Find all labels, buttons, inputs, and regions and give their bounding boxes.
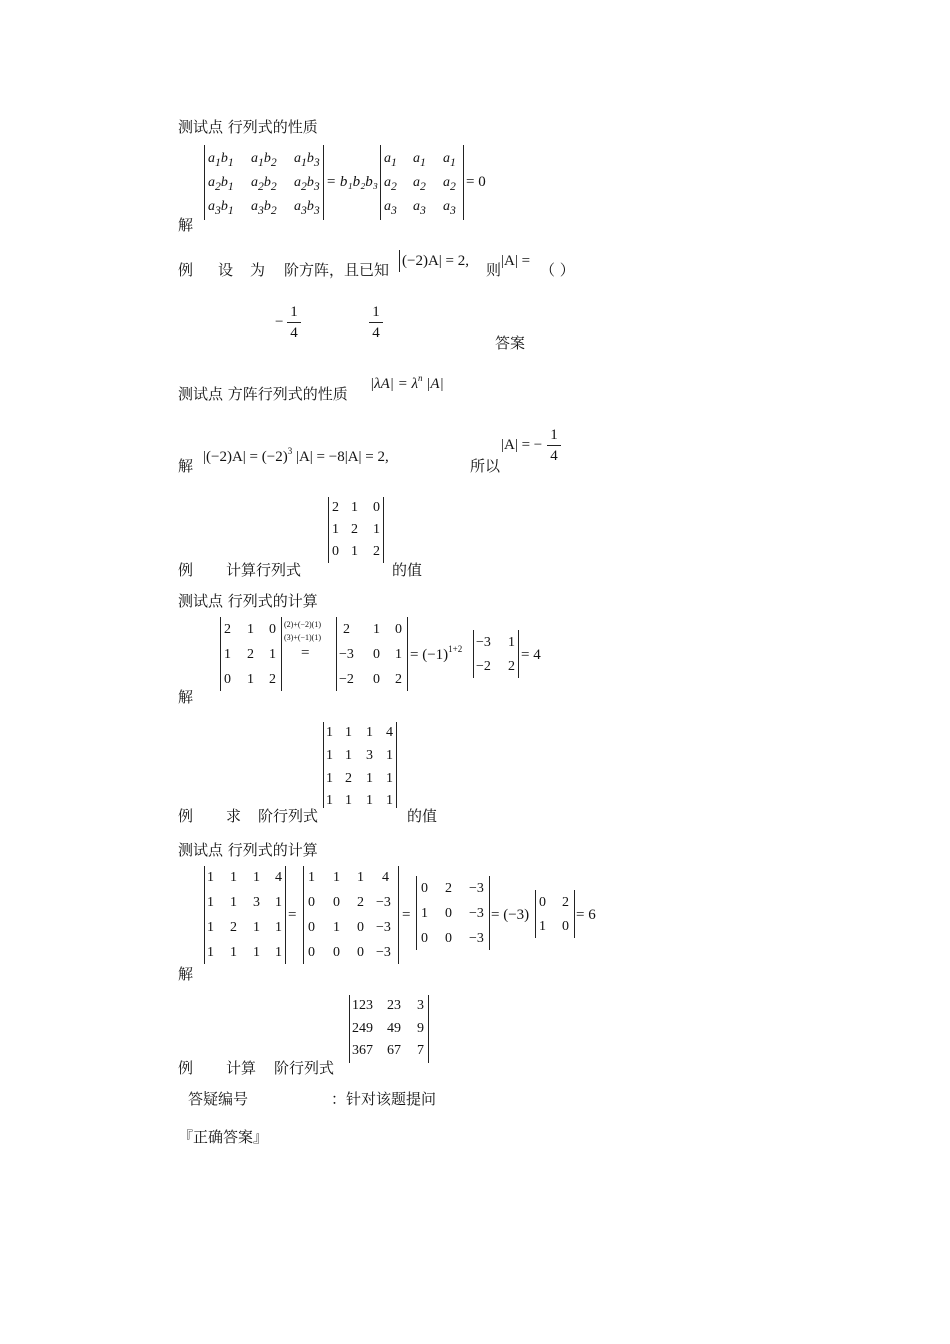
equals-2: =: [402, 907, 411, 923]
example-she: 设: [218, 261, 234, 279]
determinant-sol3-b: 2 1 0 −3 0 1 −2 0 2: [336, 617, 408, 691]
answer-paren: （ ）: [540, 261, 575, 279]
example-condition-text: 阶方阵，且已知: [284, 261, 390, 279]
example-label-3: 例: [178, 561, 194, 579]
solution-label-4: 解: [178, 965, 194, 983]
determinant-ex4: 1 1 1 4 1 1 3 1 1 2 1 1 1 1 1 1: [323, 722, 397, 808]
eq3-end: = 4: [521, 647, 541, 663]
example-wei: 为: [250, 261, 266, 279]
row-ops-bottom: (3)+(−1)(1): [284, 633, 322, 642]
determinant-ex3: 2 1 0 1 2 1 0 1 2: [328, 497, 384, 563]
determinant-sol4-d: 0 2 1 0: [535, 890, 575, 938]
result-formula: |A| = −: [501, 437, 543, 453]
eq1-middle: = b₁b₂b₃: [326, 174, 379, 190]
ask-question-link[interactable]: ：针对该题提问: [331, 1090, 437, 1108]
example-label-4: 例: [178, 807, 194, 825]
solution-formula: $|(-2)A| = (-2)^3$ |A| = −8|A| = 2,: [203, 446, 389, 465]
fraction-quarter: 1 4: [369, 303, 383, 342]
condition-formula: (−2)A| = 2,: [402, 253, 469, 269]
compute-label: 计算: [226, 1059, 257, 1077]
order-determinant-2: 阶行列式: [274, 1059, 335, 1077]
determinant-1-right: $a_1$ $a_1$ $a_1$ $a_2$ $a_2$ $a_2$ $a_3$ $a_3$ $a_3$: [380, 145, 464, 220]
determinant-sol4-a: 1 1 1 4 1 1 3 1 1 2 1 1 1 1 1 1: [204, 866, 286, 964]
test-point-4: 测试点 行列式的计算: [178, 841, 318, 859]
example-label-5: 例: [178, 1059, 194, 1077]
equals-1: =: [288, 907, 297, 923]
eq4-middle: = (−3): [491, 907, 530, 923]
fraction-neg-quarter: 1 4: [287, 303, 301, 342]
value-label-2: 的值: [407, 807, 438, 825]
solution-label-1: 解: [178, 216, 194, 234]
solution-label-3: 解: [178, 688, 194, 706]
abs-bar: [399, 250, 400, 272]
correct-answer-label: 『正确答案』: [178, 1128, 269, 1146]
eq3-middle: = $(-1)^{1+2}$: [410, 644, 463, 663]
eq4-end: = 6: [576, 907, 596, 923]
test-point-1: 测试点 行列式的性质: [178, 118, 318, 136]
test-point-3: 测试点 行列式的计算: [178, 592, 318, 610]
suoyi: 所以: [470, 457, 501, 475]
test-point-2: 测试点 方阵行列式的性质: [178, 385, 348, 403]
compute-determinant: 计算行列式: [226, 561, 302, 579]
question-number-label: 答疑编号: [188, 1090, 249, 1108]
qiu: 求: [226, 807, 242, 825]
determinant-1-left: $a_1b_1$ $a_1b_2$ $a_1b_3$ $a_2b_1$ $a_2b_2$ $a_2b_3$ $a_3b_1$ $a_3b_2$ $a_3b_3$: [204, 145, 324, 220]
result-fraction: 1 4: [547, 426, 561, 465]
row-ops-top: (2)+(−2)(1): [284, 620, 322, 629]
property-formula: $|\lambda A| = \lambda^n$ |A|: [370, 373, 444, 392]
solution-label-2: 解: [178, 457, 194, 475]
neg-sign: −: [275, 314, 284, 330]
equals-ops: =: [301, 645, 310, 661]
determinant-ex5: 123 23 3 249 49 9 367 67 7: [349, 995, 429, 1063]
example-label-2: 例: [178, 261, 194, 279]
answer-label: 答案: [495, 334, 526, 352]
eq1-end: = 0: [466, 174, 486, 190]
determinant-sol4-c: 0 2 −3 1 0 −3 0 0 −3: [416, 876, 490, 950]
determinant-sol4-b: 1 1 1 4 0 0 2 −3 0 1 0 −3 0 0 0 −3: [303, 866, 399, 964]
example-ze: 则: [486, 261, 502, 279]
order-determinant-1: 阶行列式: [258, 807, 319, 825]
value-label-1: 的值: [392, 561, 423, 579]
determinant-sol3-a: 2 1 0 1 2 1 0 1 2: [220, 617, 282, 691]
abs-a-eq: |A| =: [501, 253, 531, 269]
determinant-sol3-c: −3 1 −2 2: [473, 630, 519, 678]
